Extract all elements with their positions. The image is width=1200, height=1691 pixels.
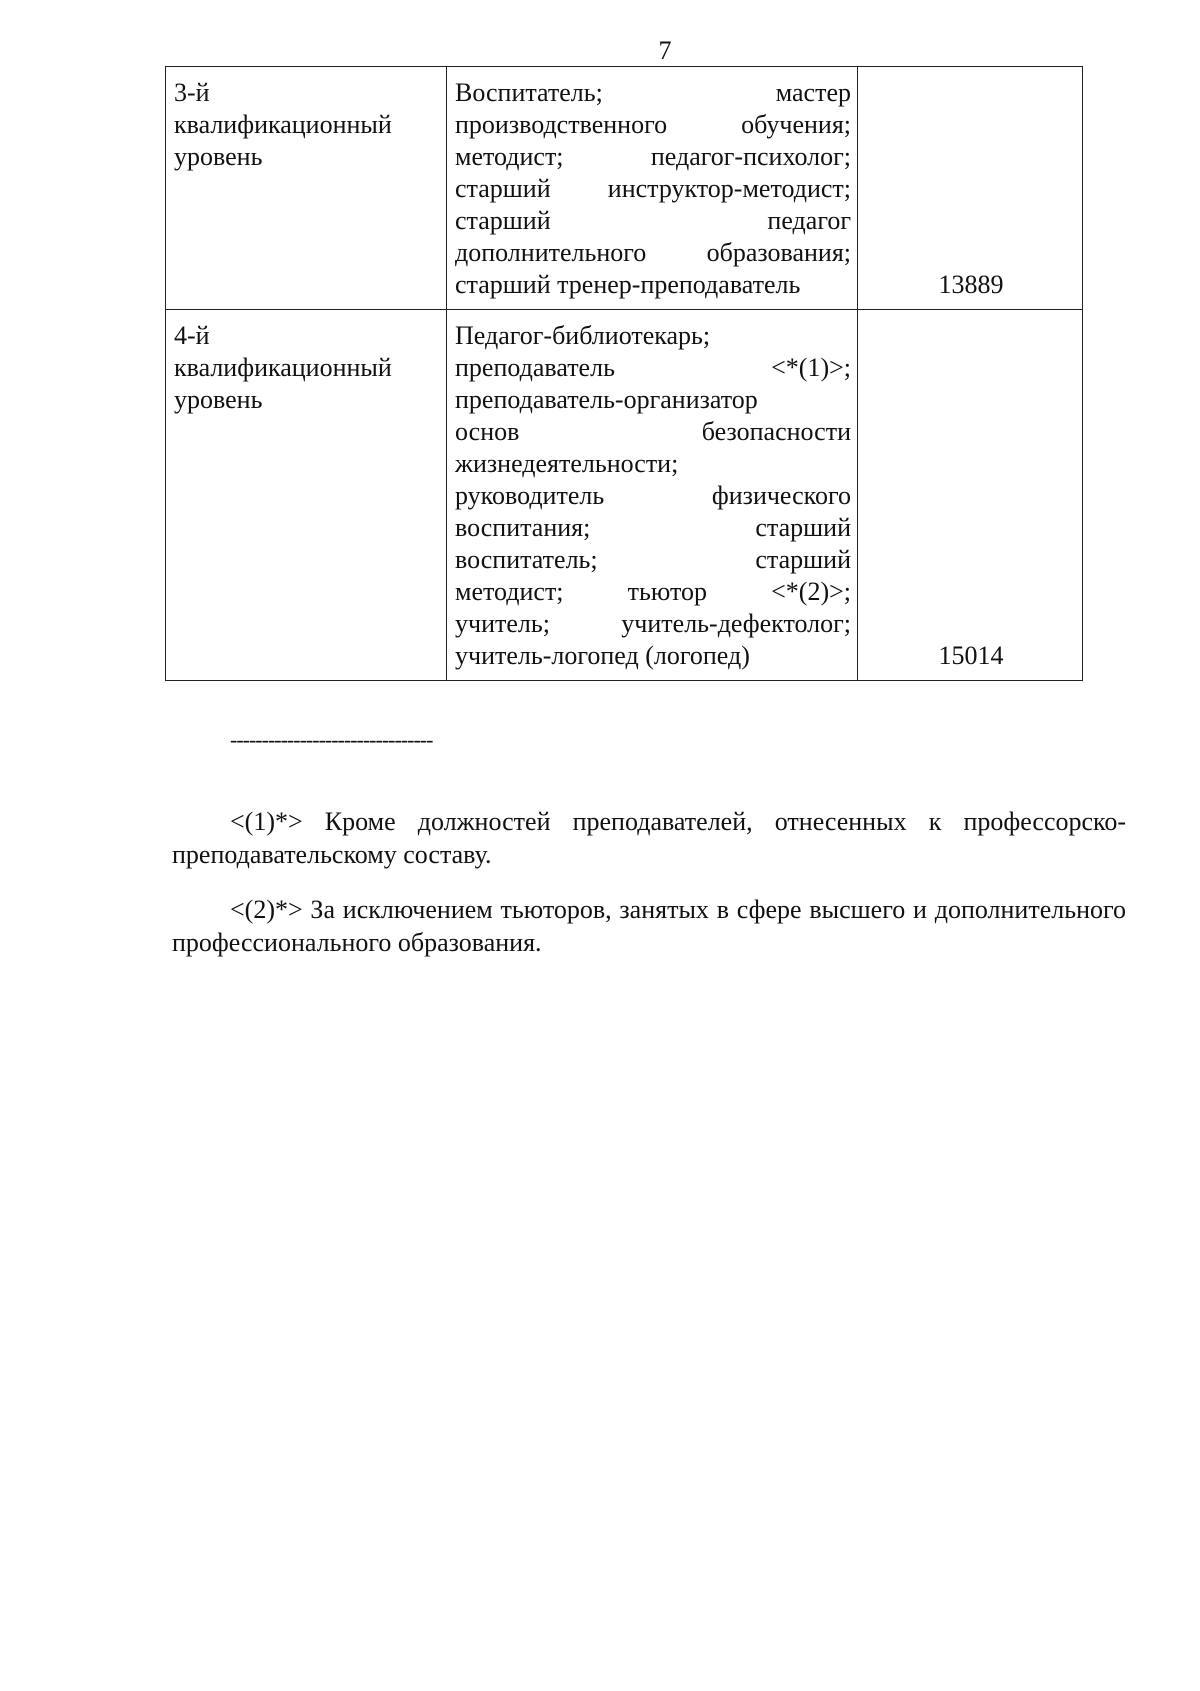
positions-cell (447, 67, 858, 310)
footnote-1: <(1)*> Кроме должностей преподавателей, отнесенных к профессорско-преподавательскому составу. (172, 807, 1126, 869)
position-line: старший педагог (455, 206, 851, 235)
position-line: производственного обучения; (455, 110, 851, 139)
position-line: дополнительного образования; (455, 238, 851, 267)
position-line: воспитатель; старший (455, 545, 851, 574)
footnote-separator: -------------------------------- (230, 727, 433, 752)
qualification-table (165, 66, 1083, 681)
qualification-level-cell (166, 67, 447, 310)
salary-cell (858, 67, 1083, 310)
position-line: Педагог-библиотекарь; (455, 321, 711, 350)
position-line: преподаватель <*(1)>; (455, 353, 851, 382)
position-line: методист; педагог-психолог; (455, 142, 851, 171)
position-line: учитель; учитель-дефектолог; (455, 609, 851, 638)
table-row (166, 310, 1083, 681)
qualification-level-text: 3-й квалификационный уровень (174, 78, 392, 171)
footnote-2: <(2)*> За исключением тьюторов, занятых в сфере высшего и дополнительного профессионального образования. (172, 895, 1126, 957)
position-line: жизнедеятельности; (455, 449, 679, 478)
salary-value: 15014 (938, 641, 1004, 670)
position-line: воспитания; старший (455, 513, 851, 542)
position-line: старший тренер-преподаватель (455, 270, 801, 299)
position-line: основ безопасности (455, 417, 851, 446)
position-line: Воспитатель; мастер (455, 78, 851, 107)
position-line: методист; тьютор <*(2)>; (455, 577, 851, 606)
qualification-level-cell (166, 310, 447, 681)
position-line: старший инструктор-методист; (455, 174, 851, 203)
qualification-level-text: 4-й квалификационный уровень (174, 321, 392, 414)
table-row (166, 67, 1083, 310)
salary-cell (858, 310, 1083, 681)
position-line: учитель-логопед (логопед) (455, 641, 750, 670)
salary-value: 13889 (938, 270, 1004, 299)
position-line: руководитель физического (455, 481, 851, 510)
page-number: 7 (658, 36, 672, 65)
positions-cell (447, 310, 858, 681)
position-line: преподаватель-организатор (455, 385, 758, 414)
